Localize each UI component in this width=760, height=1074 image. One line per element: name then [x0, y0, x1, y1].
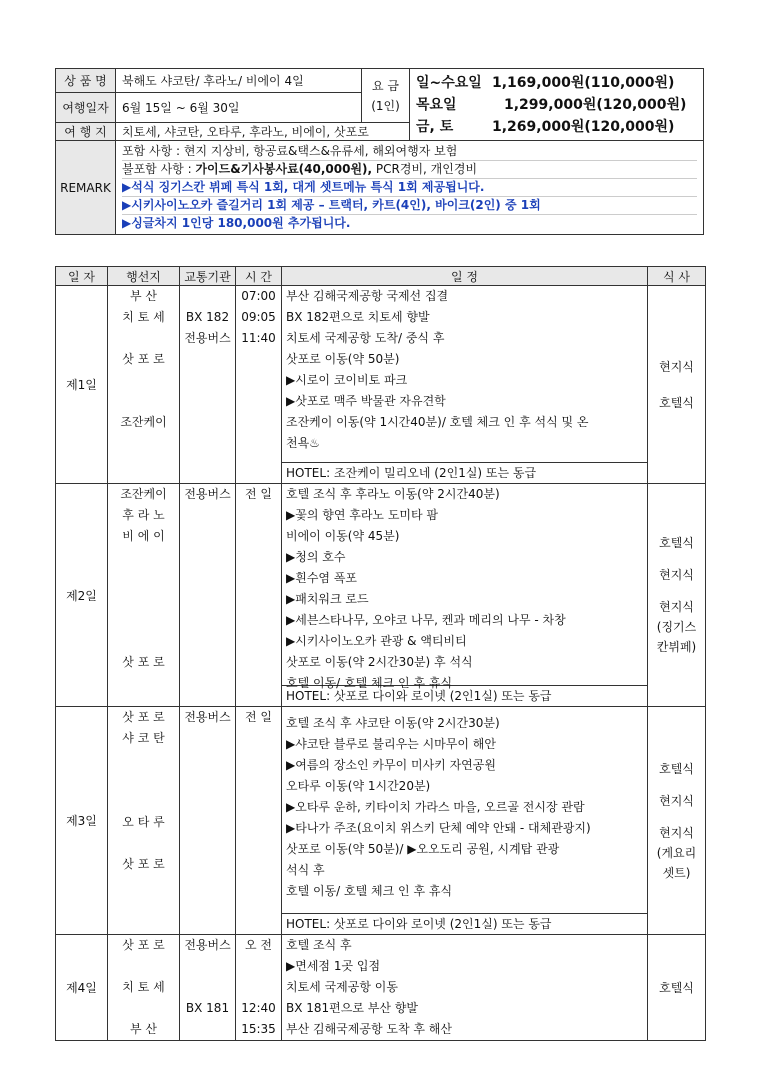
travel-dates: 6월 15일 ~ 6월 30일: [116, 93, 362, 123]
schedule-line: 호텔 조식 후 후라노 이동(약 2시간40분): [286, 487, 500, 501]
place: [108, 433, 179, 454]
schedule-body: [286, 935, 643, 1036]
day-row: [56, 707, 706, 935]
transport-list: [180, 286, 235, 349]
place: 삿 포 로: [122, 710, 165, 724]
schedule-line: ▶꽃의 향연 후라노 도미타 팜: [286, 508, 438, 522]
schedule-line: 부산 김해국제공항 국제선 집결: [286, 289, 449, 303]
schedule-line: 석식 후: [286, 863, 325, 877]
time-cell: [236, 484, 282, 707]
schedule-line: 호텔 이동/ 호텔 체크 인 후 휴식: [286, 676, 453, 690]
time-list: [236, 286, 281, 349]
transport: 전용버스: [184, 331, 231, 345]
col-header-transport: 교통기관: [180, 267, 236, 286]
schedule-line: ▶흰수염 폭포: [286, 571, 358, 585]
transport: [180, 956, 235, 977]
remark-content: [116, 141, 704, 235]
schedule-line: BX 181편으로 부산 향발: [286, 1001, 418, 1015]
time-list: [236, 484, 281, 505]
time: [236, 956, 281, 977]
meal-cell: [648, 707, 706, 935]
remark-note: ▶싱글차지 1인당 180,000원 추가됩니다.: [122, 216, 351, 230]
day-row: [56, 484, 706, 707]
price-row: 금, 토 1,269,000원(120,000원): [416, 118, 675, 135]
schedule-cell: [282, 707, 648, 935]
place: 후 라 노: [122, 508, 165, 522]
schedule-line: ▶시로이 코이비토 파크: [286, 373, 408, 387]
place-cell: [108, 935, 180, 1041]
schedule-line: 조잔케이 이동(약 1시간40분)/ 호텔 체크 인 후 석식 및 온: [286, 415, 589, 429]
meal: 셋트): [662, 865, 691, 880]
schedule-line: 천욕♨: [286, 436, 320, 450]
itinerary-table: [55, 266, 706, 1041]
place: [108, 589, 179, 610]
place: [108, 749, 179, 770]
schedule-line: ▶패치워크 로드: [286, 592, 369, 606]
place: [108, 370, 179, 391]
day-label: 제1일: [56, 286, 108, 484]
place: [108, 770, 179, 791]
place: [108, 956, 179, 977]
place: [108, 833, 179, 854]
transport-list: [180, 935, 235, 1040]
destination-label: 여 행 지: [56, 123, 116, 141]
schedule-line: ▶삿포로 맥주 박물관 자유견학: [286, 394, 446, 408]
day-label: 제3일: [56, 707, 108, 935]
place: [108, 328, 179, 349]
place-cell: [108, 707, 180, 935]
time-cell: [236, 707, 282, 935]
meal: 현지식: [659, 825, 694, 840]
schedule-line: ▶오타루 운하, 키타이치 가라스 마을, 오르골 전시장 관람: [286, 800, 585, 814]
schedule-line: 호텔 이동/ 호텔 체크 인 후 휴식: [286, 884, 453, 898]
place: [108, 547, 179, 568]
time: 오 전: [245, 938, 272, 952]
product-label: 상 품 명: [56, 69, 116, 93]
meal: 호텔식: [659, 761, 694, 776]
meal: 현지식: [659, 359, 694, 374]
meal: 호텔식: [659, 536, 694, 550]
day-label: 제2일: [56, 484, 108, 707]
place: 부 산: [130, 1022, 157, 1036]
schedule-body: [286, 707, 643, 913]
place: 치 토 세: [122, 310, 165, 324]
transport-cell: [180, 484, 236, 707]
place-list: [108, 935, 179, 1040]
place: 삿 포 로: [122, 655, 165, 669]
time: 09:05: [241, 310, 276, 324]
place: [108, 791, 179, 812]
schedule-line: ▶여름의 장소인 카무이 미사키 자연공원: [286, 758, 496, 772]
place: 부 산: [130, 289, 157, 303]
remark-include: 포함 사항 : 현지 지상비, 항공료&택스&유류세, 해외여행자 보험: [122, 143, 697, 161]
place: [108, 998, 179, 1019]
transport: [180, 977, 235, 998]
time-cell: [236, 286, 282, 484]
schedule-line: 호텔 조식 후: [286, 938, 352, 952]
price-label-cell: [362, 69, 410, 123]
price-label: 요 금: [372, 78, 399, 93]
place: 삿 포 로: [122, 352, 165, 366]
time: 15:35: [241, 1022, 276, 1036]
price-row: 목요일 1,299,000원(120,000원): [416, 96, 687, 113]
schedule-line: ▶타나가 주조(요이치 위스키 단체 예약 안돼 - 대체관광지): [286, 821, 591, 835]
time: 전 일: [245, 487, 272, 501]
transport: 전용버스: [184, 710, 231, 724]
schedule-line: 삿포로 이동(약 2시간30분) 후 석식: [286, 655, 473, 669]
place-list: [108, 484, 179, 673]
col-header-place: 행선지: [108, 267, 180, 286]
remark-note: ▶시키사이노오카 즐길거리 1회 제공 – 트랙터, 카트(4인), 바이크(2인) 중 1회: [122, 197, 697, 215]
meal: 호텔식: [659, 980, 694, 995]
schedule-line: ▶시키사이노오카 관광 & 액티비티: [286, 634, 467, 648]
col-header-meal: 식 사: [648, 267, 706, 286]
price-list: [410, 69, 704, 141]
schedule-line: 부산 김해국제공항 도착 후 해산: [286, 1022, 452, 1036]
schedule-line: 호텔 조식 후 샤코탄 이동(약 2시간30분): [286, 716, 500, 730]
transport-cell: [180, 286, 236, 484]
place-list: [108, 707, 179, 875]
place: [108, 610, 179, 631]
place: [108, 391, 179, 412]
schedule-line: ▶세븐스타나무, 오야코 나무, 켄과 메리의 나무 - 차창: [286, 613, 566, 627]
meal: 호텔식: [659, 395, 694, 410]
price-unit: (1인): [371, 98, 400, 113]
transport: 전용버스: [184, 487, 231, 501]
tour-info-table: [55, 68, 704, 235]
place: 삿 포 로: [122, 857, 165, 871]
remark-label: REMARK: [56, 141, 116, 235]
schedule-line: 오타루 이동(약 1시간20분): [286, 779, 431, 793]
schedule-cell: [282, 286, 648, 484]
meal: (징기스: [656, 620, 697, 634]
place: 오 타 루: [122, 815, 165, 829]
time: 11:40: [241, 331, 276, 345]
transport: BX 181: [185, 1001, 230, 1015]
schedule-cell: [282, 935, 648, 1041]
place-cell: [108, 286, 180, 484]
product-name: 북해도 샤코탄/ 후라노/ 비에이 4일: [116, 69, 362, 93]
schedule-body: [286, 484, 643, 690]
price-row: 일~수요일 1,169,000원(110,000원): [416, 74, 675, 91]
time-list: [236, 935, 281, 1040]
place: 치 토 세: [122, 980, 165, 994]
schedule-line: BX 182편으로 치토세 향발: [286, 310, 430, 324]
date-label: 여행일자: [56, 93, 116, 123]
time: 12:40: [241, 1001, 276, 1015]
time-list: [236, 707, 281, 728]
meal: 현지식: [659, 600, 694, 614]
schedule-line: 치토세 국제공항 도착/ 중식 후: [286, 331, 445, 345]
remark-note: ▶석식 징기스칸 뷔페 특식 1회, 대게 셋트메뉴 특식 1회 제공됩니다.: [122, 179, 697, 197]
schedule-line: 비에이 이동(약 45분): [286, 529, 400, 543]
schedule-line: 치토세 국제공항 이동: [286, 980, 398, 994]
transport-list: [180, 707, 235, 728]
transport: [180, 1019, 235, 1040]
transport-cell: [180, 707, 236, 935]
place: 비 에 이: [122, 529, 165, 543]
schedule-line: 삿포로 이동(약 50분): [286, 352, 400, 366]
place: [108, 568, 179, 589]
place: 삿 포 로: [122, 938, 165, 952]
transport: 전용버스: [184, 938, 231, 952]
meal: (게요리: [656, 845, 697, 860]
schedule-line: ▶면세점 1곳 입점: [286, 959, 381, 973]
hotel-info: HOTEL: 삿포로 다이와 로이넷 (2인1실) 또는 동급: [282, 685, 647, 706]
transport-list: [180, 484, 235, 505]
schedule-body: [286, 286, 643, 462]
place: [108, 631, 179, 652]
meal: 현지식: [659, 793, 694, 808]
place-list: [108, 286, 179, 454]
schedule-line: 삿포로 이동(약 50분)/ ▶오오도리 공원, 시계탑 관광: [286, 842, 560, 856]
day-label: 제4일: [56, 935, 108, 1041]
transport: BX 182: [185, 310, 230, 324]
time: 전 일: [245, 710, 272, 724]
col-header-time: 시 간: [236, 267, 282, 286]
meal-cell: [648, 484, 706, 707]
place: 조잔케이: [120, 487, 167, 501]
time: [236, 977, 281, 998]
col-header-day: 일 자: [56, 267, 108, 286]
col-header-schedule: 일 정: [282, 267, 648, 286]
meal-cell: [648, 286, 706, 484]
schedule-line: ▶샤코탄 블루로 불리우는 시마무이 해안: [286, 737, 496, 751]
remark-exclude: 불포함 사항 : 가이드&기사봉사료(40,000원), PCR경비, 개인경비: [122, 161, 697, 179]
place-cell: [108, 484, 180, 707]
place: 조잔케이: [120, 415, 167, 429]
transport-cell: [180, 935, 236, 1041]
day-row: [56, 286, 706, 484]
schedule-line: ▶청의 호수: [286, 550, 346, 564]
time-cell: [236, 935, 282, 1041]
meal: 칸뷔페): [656, 640, 697, 654]
day-row: [56, 935, 706, 1041]
meal: 현지식: [659, 568, 694, 582]
hotel-info: HOTEL: 조잔케이 밀리오네 (2인1실) 또는 동급: [282, 462, 647, 483]
time: 07:00: [241, 289, 276, 303]
hotel-info: HOTEL: 삿포로 다이와 로이넷 (2인1실) 또는 동급: [282, 913, 647, 934]
schedule-cell: [282, 484, 648, 707]
place: 샤 코 탄: [122, 731, 165, 745]
meal-cell: [648, 935, 706, 1041]
destinations: 치토세, 샤코탄, 오타루, 후라노, 비에이, 삿포로: [116, 123, 410, 141]
